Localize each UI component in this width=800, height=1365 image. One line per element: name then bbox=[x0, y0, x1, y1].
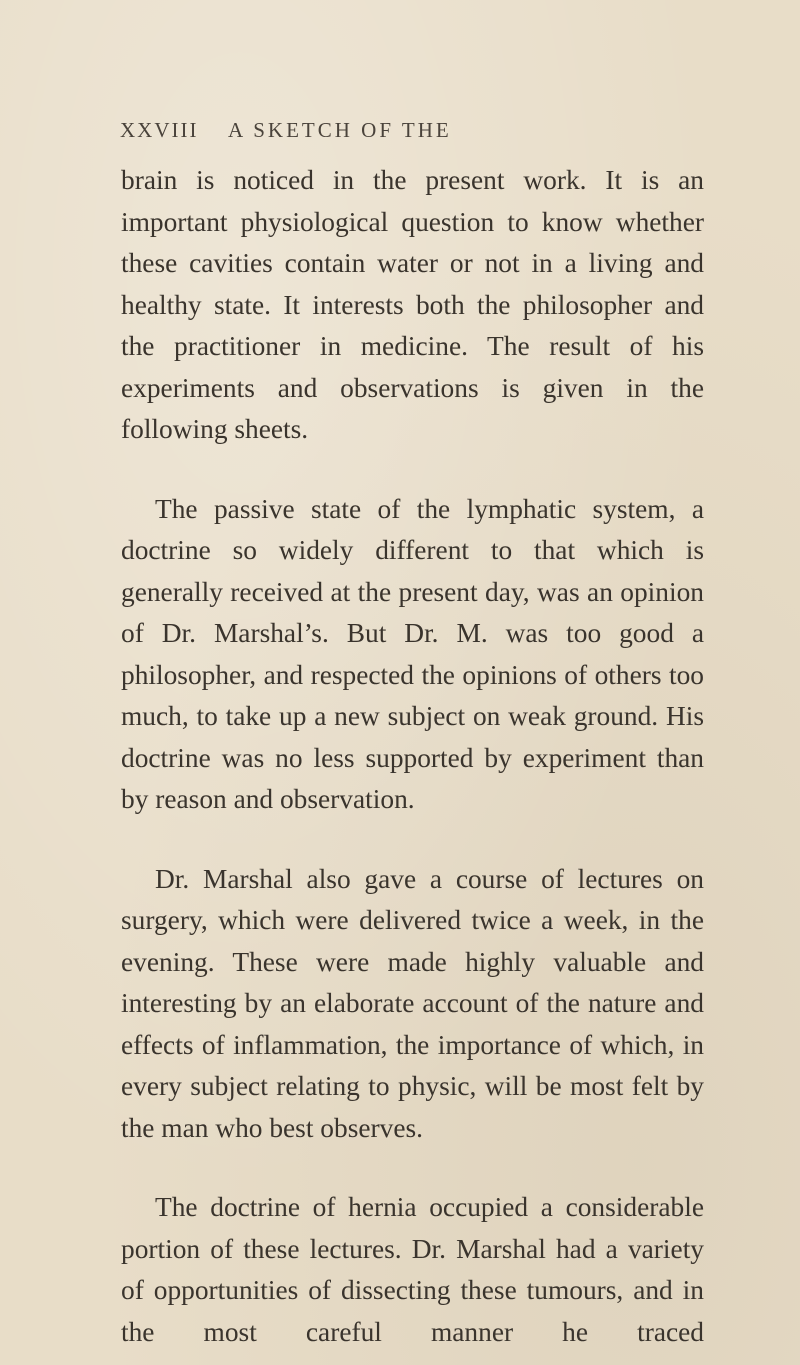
page-header bbox=[120, 118, 700, 150]
running-title: A SKETCH OF THE bbox=[228, 118, 452, 142]
paragraph-4: The doctrine of hernia occupied a considerable portion of these lectures. Dr. Marshal had a variety of opportunities of dissecting these tumours, and in the most careful manner he traced bbox=[121, 1192, 704, 1347]
page-number: XXVIII bbox=[120, 118, 199, 142]
paragraph-3: Dr. Marshal also gave a course of lectures on surgery, which were delivered twice a week, in the evening. These were made highly valuable and interesting by an elaborate account of the nature and effects of inflammation, the importance of which, in every subject relating to physic, will be most felt by the man who best observes. bbox=[121, 863, 704, 1143]
body-text bbox=[121, 160, 704, 1353]
paragraph-1: brain is noticed in the present work. It is an important physiological question to know whether these cavities contain water or not in a living and healthy state. It interests both the philosopher and the practitioner in medicine. The result of his experiments and observations is given in the following sheets. bbox=[121, 165, 704, 444]
paragraph-2: The passive state of the lymphatic system, a doctrine so widely different to that which is generally received at the present day, was an opinion of Dr. Marshal’s. But Dr. M. was too good a philosopher, and respected the opinions of others too much, to take up a new subject on weak ground. His doctrine was no less supported by experiment than by reason and observation. bbox=[121, 493, 704, 814]
